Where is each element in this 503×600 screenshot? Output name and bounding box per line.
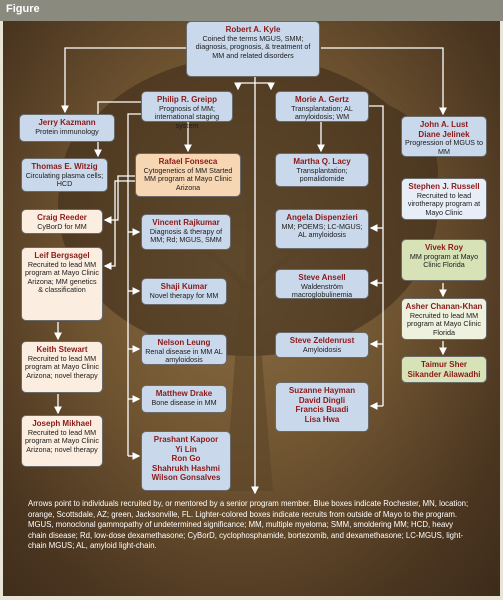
node-craig-reeder: Craig Reeder CyBorD for MM	[21, 209, 103, 234]
node-john-lust-diane-jelinek: John A. Lust Diane Jelinek Progression of MGUS to MM	[401, 116, 487, 157]
node-taimur-sher-sikander-ailawadhi: Taimur Sher Sikander Ailawadhi	[401, 356, 487, 383]
node-vivek-roy: Vivek Roy MM program at Mayo Clinic Florida	[401, 239, 487, 281]
arrow-kyle-to-gertz	[255, 83, 271, 89]
node-jerry-kazmann: Jerry Kazmann Protein immunology	[19, 114, 115, 142]
node-nelson-leung: Nelson Leung Renal disease in MM AL amyloidosis	[141, 334, 227, 365]
node-shaji-kumar: Shaji Kumar Novel therapy for MM	[141, 278, 227, 305]
arrow-gertz-right-rail	[369, 106, 383, 406]
node-steve-zeldenrust: Steve Zeldenrust Amyloidosis	[275, 332, 369, 358]
node-philip-greipp: Philip R. Greipp Prognosis of MM; international staging system	[141, 91, 233, 122]
node-stephen-russell: Stephen J. Russell Recruited to lead virotherapy program at Mayo Clinic	[401, 178, 487, 220]
node-keith-stewart: Keith Stewart Recruited to lead MM program at Mayo Clinic Arizona; novel therapy	[21, 341, 103, 393]
arrow-fonseca-to-reeder	[105, 176, 135, 220]
node-martha-lacy: Martha Q. Lacy Transplantation; pomalidomide	[275, 153, 369, 187]
node-morie-gertz: Morie A. Gertz Transplantation; AL amyloidosis; WM	[275, 91, 369, 122]
node-matthew-drake: Matthew Drake Bone disease in MM	[141, 385, 227, 413]
figure-header-bar	[0, 0, 503, 21]
node-leif-bergsagel: Leif Bergsagel Recruited to lead MM program at Mayo Clinic Arizona; MM genetics & classification	[21, 247, 103, 321]
node-prashant-kapoor-group: Prashant Kapoor Yi Lin Ron Go Shahrukh Hashmi Wilson Gonsalves	[141, 431, 231, 491]
node-angela-dispenzieri: Angela Dispenzieri MM; POEMS; LC-MGUS; AL amyloidosis	[275, 209, 369, 249]
arrow-kyle-to-greipp	[238, 83, 255, 89]
node-steve-ansell: Steve Ansell Waldenström macroglobulinemia	[275, 269, 369, 299]
figure-caption: Arrows point to individuals recruited by, or mentored by a senior program member. Blue boxes indicate Rochester, MN, location; orange, Scottsdale, AZ; green, Jacksonville, FL. Lighter-colored boxes indicate recruits from outside of Mayo to the program. MGUS, monoclonal gammopathy of undetermined significance; MM, multiple myeloma; SMM, smoldering MM; HCD, heavy chain disease; Rd, low-dose dexamethasone; CyBorD, cyclophosphamide, bortezomib, and dexamethasone; LC-MGUS, light-chain MGUS; AL, amyloid light-chain.	[28, 499, 469, 551]
node-suzanne-hayman-group: Suzanne Hayman David Dingli Francis Buadi Lisa Hwa	[275, 382, 369, 432]
arrow-fonseca-to-bergsagel	[105, 181, 135, 266]
node-joseph-mikhael: Joseph Mikhael Recruited to lead MM program at Mayo Clinic Arizona; novel therapy	[21, 415, 103, 467]
node-thomas-witzig: Thomas E. Witzig Circulating plasma cells; HCD	[21, 158, 108, 192]
node-robert-kyle: Robert A. Kyle Coined the terms MGUS, SMM; diagnosis, prognosis, & treatment of MM and related disorders	[186, 21, 320, 77]
node-rafael-fonseca: Rafael Fonseca Cytogenetics of MM Started MM program at Mayo Clinic Arizona	[135, 153, 241, 197]
node-vincent-rajkumar: Vincent Rajkumar Diagnosis & therapy of MM; Rd; MGUS, SMM	[141, 214, 231, 250]
node-asher-chanan-khan: Asher Chanan-Khan Recruited to lead MM program at Mayo Clinic Florida	[401, 298, 487, 340]
figure-label: Figure	[6, 3, 40, 15]
